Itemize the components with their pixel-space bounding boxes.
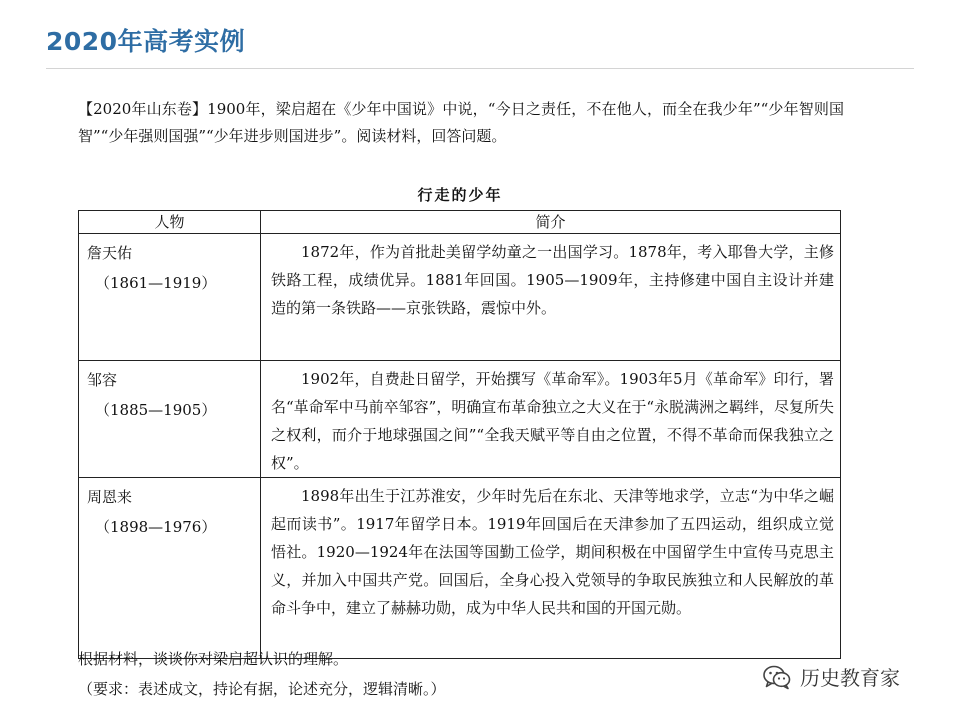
person-bio: 1902年，自费赴日留学，开始撰写《革命军》。1903年5月《革命军》印行，署名“革命军中马前卒邹容”，明确宣布革命独立之大义在于“永脱满洲之羁绊，尽复所失之权利，而介于地球强国之间”“全我天赋平等自由之位置，不得不革命而保我独立之权”。 [261,361,841,478]
material-intro: 【2020年山东卷】1900年，梁启超在《少年中国说》中说，“今日之责任，不在他人，而全在我少年”“少年智则国智”“少年强则国强”“少年进步则国进步”。阅读材料，回答问题。 [78,100,844,145]
wechat-icon [762,664,792,690]
person-years: （1861—1919） [95,274,217,292]
question-text: 根据材料，谈谈你对梁启超认识的理解。 [78,650,349,668]
person-bio: 1872年，作为首批赴美留学幼童之一出国学习。1878年，考入耶鲁大学，主修铁路工程，成绩优异。1881年回国。1905—1909年，主持修建中国自主设计并建造的第一条铁路——京张铁路，震惊中外。 [261,234,841,361]
watermark [762,662,900,691]
person-cell [79,234,261,361]
exam-document [70,88,850,710]
header-intro: 简介 [261,211,841,234]
table-row [79,234,841,361]
table-title: 行走的少年 [417,186,503,204]
table-row [79,478,841,659]
person-years: （1885—1905） [95,401,217,419]
requirement-text: （要求：表述成文，持论有据，论述充分，逻辑清晰。） [78,680,446,698]
person-cell [79,478,261,659]
person-bio: 1898年出生于江苏淮安，少年时先后在东北、天津等地求学，立志“为中华之崛起而读书”。1917年留学日本。1919年回国后在天津参加了五四运动，组织成立觉悟社。1920—1924年在法国等国勤工俭学，期间积极在中国留学生中宣传马克思主义，并加入中国共产党。回国后，全身心投入党领导的争取民族独立和人民解放的革命斗争中，建立了赫赫功勋，成为中华人民共和国的开国元勋。 [261,478,841,659]
person-name: 周恩来 [87,488,133,506]
table-row [79,361,841,478]
person-cell [79,361,261,478]
table-header-row [79,211,841,234]
title-divider [46,68,914,69]
slide-title: 2020年高考实例 [46,27,246,56]
person-name: 邹容 [87,371,118,389]
person-name: 詹天佑 [87,244,133,262]
watermark-text: 历史教育家 [800,666,900,690]
header-person: 人物 [79,211,261,234]
person-years: （1898—1976） [95,518,217,536]
biography-table [78,210,841,659]
